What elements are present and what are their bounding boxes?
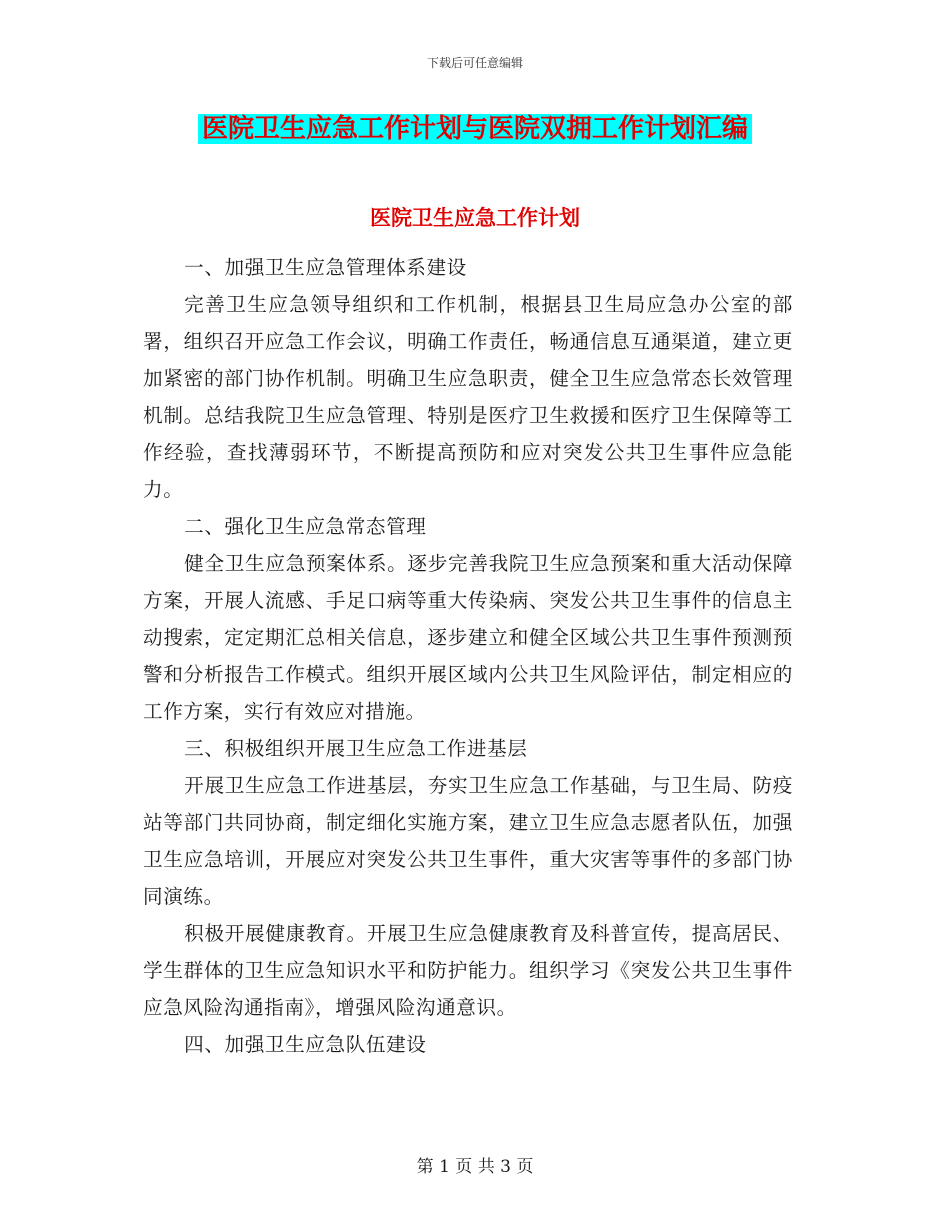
paragraph-2: 健全卫生应急预案体系。逐步完善我院卫生应急预案和重大活动保障方案，开展人流感、手足口病等重大传染病、突发公共卫生事件的信息主动搜索，定定期汇总相关信息，逐步建立和健全区域公共卫生事件预测预警和分析报告工作模式。组织开展区域内公共卫生风险评估，制定相应的工作方案，实行有效应对措施。	[143, 552, 793, 723]
page-header-note: 下载后可任意编辑	[426, 56, 523, 70]
document-title-text: 医院卫生应急工作计划与医院双拥工作计划汇编	[198, 114, 752, 144]
section-title: 医院卫生应急工作计划	[370, 206, 580, 230]
document-title	[0, 110, 950, 148]
heading-2: 二、强化卫生应急常态管理	[184, 515, 427, 538]
paragraph-1: 完善卫生应急领导组织和工作机制，根据县卫生局应急办公室的部署，组织召开应急工作会议，明确工作责任，畅通信息互通渠道，建立更加紧密的部门协作机制。明确卫生应急职责，健全卫生应急常态长效管理机制。总结我院卫生应急管理、特别是医疗卫生救援和医疗卫生保障等工作经验，查找薄弱环节，不断提高预防和应对突发公共卫生事件应急能力。	[143, 293, 793, 501]
page-number-footer: 第 1 页 共 3 页	[416, 1157, 534, 1177]
document-body	[143, 249, 793, 1063]
paragraph-4: 积极开展健康教育。开展卫生应急健康教育及科普宣传，提高居民、学生群体的卫生应急知识水平和防护能力。组织学习《突发公共卫生事件应急风险沟通指南》，增强风险沟通意识。	[143, 922, 793, 1019]
heading-3: 三、积极组织开展卫生应急工作进基层	[184, 737, 528, 760]
heading-4: 四、加强卫生应急队伍建设	[184, 1033, 427, 1056]
paragraph-3: 开展卫生应急工作进基层，夯实卫生应急工作基础，与卫生局、防疫站等部门共同协商，制定细化实施方案，建立卫生应急志愿者队伍，加强卫生应急培训，开展应对突发公共卫生事件，重大灾害等事件的多部门协同演练。	[143, 774, 793, 908]
heading-1: 一、加强卫生应急管理体系建设	[184, 256, 467, 279]
